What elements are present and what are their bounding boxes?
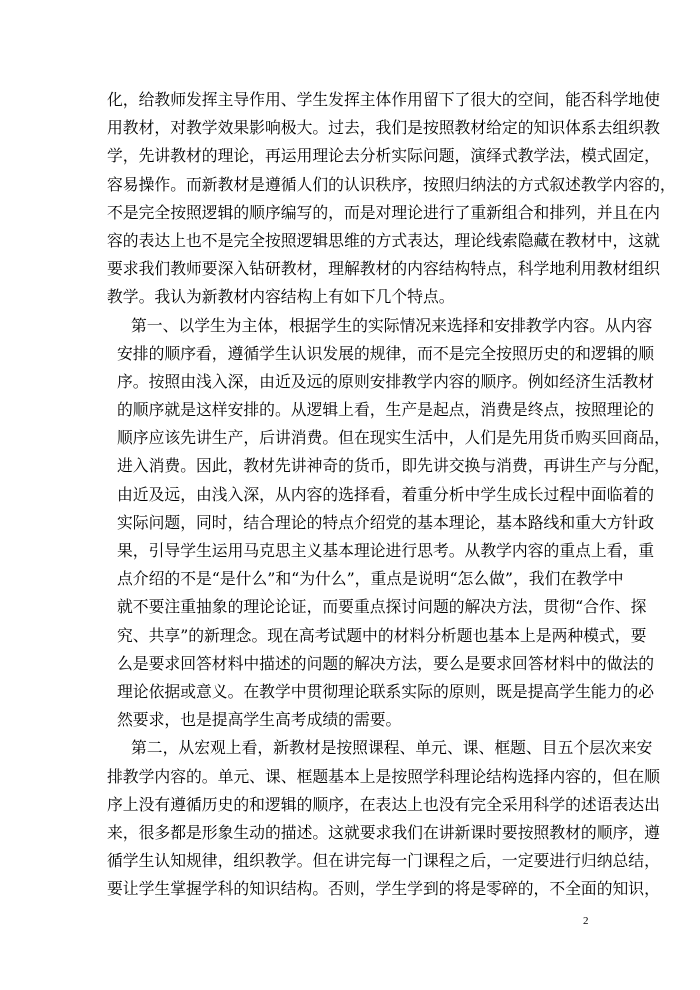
text-line: 由近及远，由浅入深，从内容的选择看，着重分析中学生成长过程中面临着的 bbox=[117, 484, 655, 504]
text-line: 教学。我认为新教材内容结构上有如下几个特点。 bbox=[107, 287, 455, 307]
text-line: 序。按照由浅入深，由近及远的原则安排教学内容的顺序。例如经济生活教材 bbox=[117, 371, 655, 391]
paragraph-first-line: 第二，从宏观上看，新教材是按照课程、单元、课、框题、目五个层次来安 bbox=[131, 738, 653, 758]
text-line: 容的表达上也不是完全按照逻辑思维的方式表达，理论线索隐藏在教材中，这就 bbox=[107, 230, 660, 250]
text-line: 点介绍的不是“是什么”和“为什么”，重点是说明“怎么做”，我们在教学中 bbox=[117, 569, 624, 589]
text-line: 理论依据或意义。在教学中贯彻理论联系实际的原则，既是提高学生能力的必 bbox=[117, 681, 655, 701]
text-line: 安排的顺序看，遵循学生认识发展的规律，而不是完全按照历史的和逻辑的顺 bbox=[117, 343, 655, 363]
text-line: 不是完全按照逻辑的顺序编写的，而是对理论进行了重新组合和排列，并且在内 bbox=[107, 202, 660, 222]
text-line: 果，引导学生运用马克思主义基本理论进行思考。从教学内容的重点上看，重 bbox=[117, 541, 655, 560]
text-line: 来，很多都是形象生动的描述。这就要求我们在讲新课时要按照教材的顺序，遵 bbox=[107, 822, 660, 842]
paragraph-first-line: 第一、以学生为主体，根据学生的实际情况来选择和安排教学内容。从内容 bbox=[131, 315, 653, 335]
text-line: 学，先讲教材的理论，再运用理论去分析实际问题，演绎式教学法，模式固定， bbox=[107, 146, 660, 166]
text-line: 究、共享”的新理念。现在高考试题中的材料分析题也基本上是两种模式，要 bbox=[117, 625, 647, 645]
text-line: 然要求，也是提高学生高考成绩的需要。 bbox=[117, 710, 402, 730]
text-line: 么是要求回答材料中描述的问题的解决方法，要么是要求回答材料中的做法的 bbox=[117, 653, 655, 673]
text-line: 循学生认知规律，组织教学。但在讲完每一门课程之后，一定要进行归纳总结， bbox=[107, 851, 660, 871]
text-line: 序上没有遵循历史的和逻辑的顺序，在表达上也没有完全采用科学的述语表达出 bbox=[107, 794, 660, 814]
text-line: 顺序应该先讲生产，后讲消费。但在现实生活中，人们是先用货币购买回商品， bbox=[117, 428, 670, 448]
text-line: 的顺序就是这样安排的。从逻辑上看，生产是起点，消费是终点，按照理论的 bbox=[117, 400, 655, 420]
text-line: 进入消费。因此，教材先讲神奇的货币，即先讲交换与消费，再讲生产与分配， bbox=[117, 456, 670, 476]
text-line: 用教材，对教学效果影响极大。过去，我们是按照教材给定的知识体系去组织教 bbox=[107, 118, 660, 138]
body-text bbox=[107, 86, 676, 903]
text-line: 化，给教师发挥主导作用、学生发挥主体作用留下了很大的空间，能否科学地使 bbox=[107, 90, 660, 109]
text-line: 排教学内容的。单元、课、框题基本上是按照学科理论结构选择内容的，但在顺 bbox=[107, 766, 660, 786]
text-line: 实际问题，同时，结合理论的特点介绍党的基本理论，基本路线和重大方针政 bbox=[117, 512, 655, 532]
page-number: 2 bbox=[583, 915, 589, 927]
text-line: 要求我们教师要深入钻研教材，理解教材的内容结构特点，科学地利用教材组织 bbox=[107, 259, 660, 279]
text-line: 要让学生掌握学科的知识结构。否则，学生学到的将是零碎的，不全面的知识， bbox=[107, 879, 660, 899]
text-line: 容易操作。而新教材是遵循人们的认识秩序，按照归纳法的方式叙述教学内容的， bbox=[107, 174, 676, 194]
text-line: 就不要注重抽象的理论论证，而要重点探讨问题的解决方法，贯彻“合作、探 bbox=[117, 597, 647, 617]
